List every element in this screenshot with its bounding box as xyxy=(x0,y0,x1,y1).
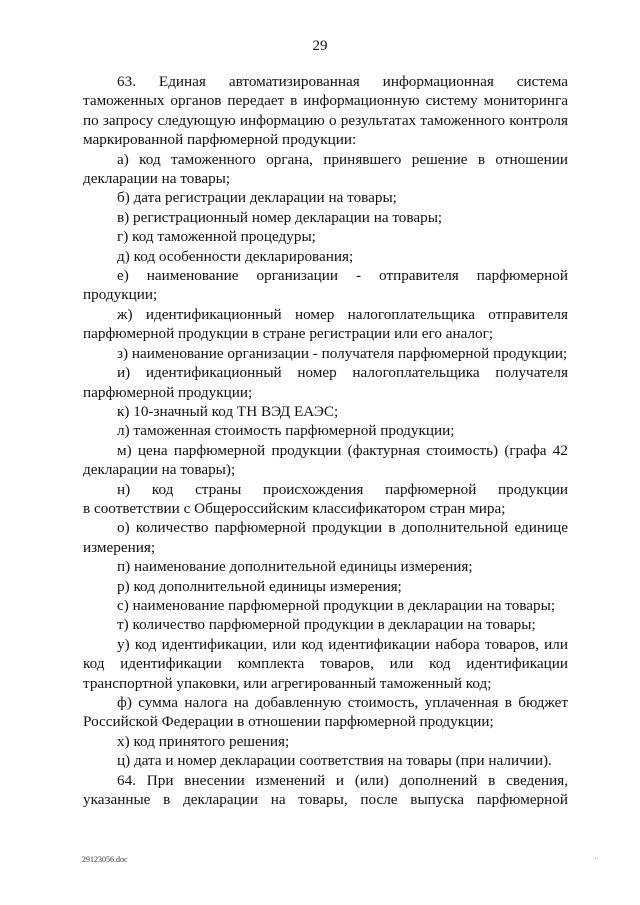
text-line: транспортной упаковки, или агрегированный таможенный код; xyxy=(83,674,492,692)
text-line: маркированной парфюмерной продукции: xyxy=(83,131,357,149)
paragraph xyxy=(83,208,568,227)
paragraph xyxy=(83,227,568,246)
paragraph xyxy=(83,344,568,363)
text-line: о) количество парфюмерной продукции в дополнительной единице xyxy=(117,519,568,537)
paragraph xyxy=(83,305,568,344)
paragraph xyxy=(83,751,568,770)
paragraph xyxy=(83,615,568,634)
paragraph xyxy=(83,635,568,693)
text-line: указанные в декларации на товары, после выпуска парфюмерной xyxy=(83,791,568,809)
text-line: р) код дополнительной единицы измерения; xyxy=(117,577,402,595)
paragraph xyxy=(83,480,568,519)
text-line: в) регистрационный номер декларации на товары; xyxy=(117,208,443,226)
paragraph xyxy=(83,596,568,615)
paragraph xyxy=(83,150,568,189)
paragraph xyxy=(83,402,568,421)
text-line: декларации на товары); xyxy=(83,461,236,479)
text-line: г) код таможенной процедуры; xyxy=(117,228,316,246)
text-line: таможенных органов передает в информационную систему мониторинга xyxy=(83,92,568,110)
text-line: декларации на товары; xyxy=(83,170,231,188)
paragraph xyxy=(83,518,568,557)
text-line: в соответствии с Общероссийским классификатором стран мира; xyxy=(83,499,506,517)
paragraph xyxy=(83,557,568,576)
text-line: е) наименование организации - отправителя парфюмерной xyxy=(117,267,568,285)
text-line: п) наименование дополнительной единицы измерения; xyxy=(117,558,473,576)
paragraph xyxy=(83,441,568,480)
page-number: 29 xyxy=(312,38,328,54)
footer-file-code: 29123056.doc xyxy=(82,855,128,864)
paragraph xyxy=(83,247,568,266)
text-line: л) таможенная стоимость парфюмерной продукции; xyxy=(117,422,455,440)
text-line: по запросу следующую информацию о результатах таможенного контроля xyxy=(83,111,568,129)
scan-mark xyxy=(595,858,596,859)
paragraph xyxy=(83,732,568,751)
document-body xyxy=(83,72,568,809)
text-line: измерения; xyxy=(83,538,156,556)
text-line: н) код страны происхождения парфюмерной продукции xyxy=(117,480,568,498)
text-line: б) дата регистрации декларации на товары; xyxy=(117,189,397,207)
paragraph xyxy=(83,188,568,207)
text-line: т) количество парфюмерной продукции в декларации на товары; xyxy=(117,616,536,634)
text-line: з) наименование организации - получателя парфюмерной продукции; xyxy=(117,344,568,362)
text-line: у) код идентификации, или код идентификации набора товаров, или xyxy=(117,635,568,653)
text-line: Российской Федерации в отношении парфюмерной продукции; xyxy=(83,713,494,731)
paragraph xyxy=(83,266,568,305)
text-line: и) идентификационный номер налогоплательщика получателя xyxy=(117,364,568,382)
text-line: парфюмерной продукции в стране регистрации или его аналог; xyxy=(83,325,494,343)
paragraph xyxy=(83,363,568,402)
text-line: код идентификации комплекта товаров, или код идентификации xyxy=(83,655,568,673)
text-line: к) 10-значный код ТН ВЭД ЕАЭС; xyxy=(117,402,339,420)
paragraph xyxy=(83,577,568,596)
text-line: ф) сумма налога на добавленную стоимость, уплаченная в бюджет xyxy=(117,694,568,711)
text-line: 63. Единая автоматизированная информационная система xyxy=(117,73,568,90)
text-line: 64. При внесении изменений и (или) дополнений в сведения, xyxy=(117,771,568,789)
text-line: с) наименование парфюмерной продукции в декларации на товары; xyxy=(117,596,556,614)
text-line: парфюмерной продукции; xyxy=(83,383,253,401)
paragraph xyxy=(83,693,568,732)
paragraph xyxy=(83,771,568,810)
text-line: ц) дата и номер декларации соответствия на товары (при наличии). xyxy=(117,752,552,770)
text-line: ж) идентификационный номер налогоплательщика отправителя xyxy=(117,305,568,323)
text-line: х) код принятого решения; xyxy=(117,732,290,750)
text-line: м) цена парфюмерной продукции (фактурная стоимость) (графа 42 xyxy=(117,441,568,459)
text-line: а) код таможенного органа, принявшего решение в отношении xyxy=(117,150,568,168)
paragraph xyxy=(83,421,568,440)
text-line: продукции; xyxy=(83,286,158,304)
text-line: д) код особенности декларирования; xyxy=(117,247,354,265)
paragraph xyxy=(83,72,568,150)
